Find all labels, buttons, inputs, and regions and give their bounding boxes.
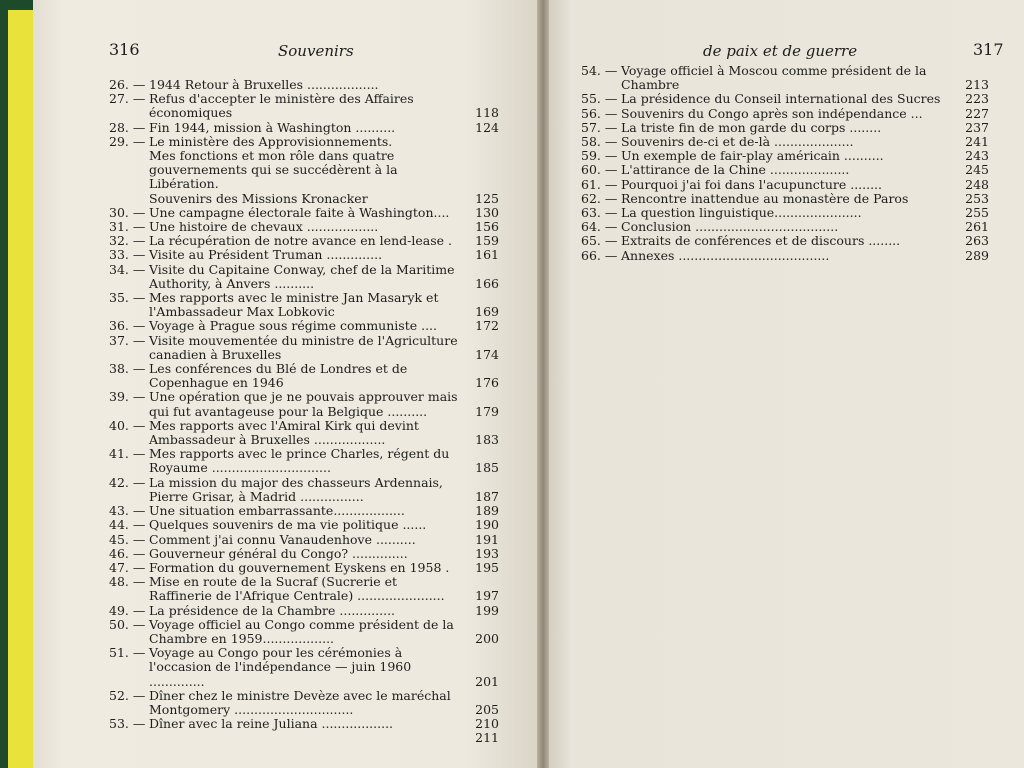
toc-entry-number: 30. — <box>109 204 146 220</box>
toc-entry-title: Une histoire de chevaux .................. <box>149 219 379 235</box>
toc-entry <box>109 319 499 333</box>
toc-entry-number: 52. — <box>109 687 146 703</box>
toc-entry-page: 161 <box>475 247 499 263</box>
toc-entry <box>109 248 499 262</box>
toc-entry <box>109 334 499 362</box>
toc-entry <box>109 447 499 475</box>
toc-entry-page: 183 <box>475 432 499 448</box>
toc-entry <box>581 192 989 206</box>
toc-list-left <box>109 78 499 746</box>
toc-entry-title: La question linguistique...................... <box>621 205 862 221</box>
toc-entry-page: 253 <box>965 190 989 206</box>
toc-entry <box>581 234 989 248</box>
toc-entry-title: La triste fin de mon garde du corps ........ <box>621 119 882 135</box>
toc-entry-page: 213 <box>965 77 989 93</box>
toc-entry-number: 55. — <box>581 91 618 107</box>
toc-entry <box>109 234 499 248</box>
toc-entry-title: Rencontre inattendue au monastère de Paros <box>621 190 909 206</box>
toc-entry-page: 227 <box>965 105 989 121</box>
toc-entry-number: 64. — <box>581 219 618 235</box>
toc-entry-page: 237 <box>965 119 989 135</box>
toc-entry-number: 53. — <box>109 716 146 732</box>
toc-entry-title: Un exemple de fair-play américain .......... <box>621 148 884 164</box>
toc-entry-page: 223 <box>965 91 989 107</box>
toc-entry <box>581 178 989 192</box>
toc-entry-title: La présidence du Conseil international des Sucres <box>621 91 941 107</box>
toc-entry-title: Fin 1944, mission à Washington .......... <box>149 119 396 135</box>
toc-entry-number: 47. — <box>109 559 146 575</box>
toc-entry-title: Gouverneur général du Congo? .............. <box>149 545 408 561</box>
toc-entry-page: 191 <box>475 531 499 547</box>
toc-entry-page: 193 <box>475 545 499 561</box>
toc-entry-title: Mes rapports avec l'Amiral Kirk qui devint Ambassadeur à Bruxelles .................. <box>149 417 419 448</box>
toc-entry-number: 31. — <box>109 219 146 235</box>
toc-entry-number: 57. — <box>581 119 618 135</box>
toc-entry-number: 40. — <box>109 417 146 433</box>
running-title-left: Souvenirs <box>278 42 354 60</box>
toc-entry-number: 26. — <box>109 77 146 92</box>
toc-entry-page: 174 <box>475 346 499 362</box>
toc-entry <box>109 731 499 745</box>
toc-entry-title: Comment j'ai connu Vanaudenhove .......... <box>149 531 416 547</box>
toc-entry <box>581 135 989 149</box>
page-number-left: 316 <box>109 40 140 59</box>
toc-entry-title: Voyage officiel à Moscou comme président de la Chambre <box>621 63 927 93</box>
toc-entry <box>581 220 989 234</box>
toc-entry-page: 124 <box>475 119 499 135</box>
toc-entry-number: 33. — <box>109 247 146 263</box>
running-title-right: de paix et de guerre <box>703 42 858 60</box>
toc-entry-title: Visite au Président Truman .............. <box>149 247 383 263</box>
toc-entry-number: 48. — <box>109 574 146 590</box>
toc-entry-page: 245 <box>965 162 989 178</box>
book-spine <box>537 0 549 768</box>
toc-entry <box>109 390 499 418</box>
toc-entry-page: 169 <box>475 304 499 320</box>
toc-entry-page: 118 <box>475 105 499 121</box>
toc-entry <box>581 206 989 220</box>
toc-entry <box>109 547 499 561</box>
toc-entry-page: 200 <box>475 630 499 646</box>
toc-entry-page: 176 <box>475 375 499 391</box>
toc-entry-page: 185 <box>475 460 499 476</box>
toc-entry-title: Visite du Capitaine Conway, chef de la Maritime Authority, à Anvers .......... <box>149 261 455 291</box>
toc-entry-page: 179 <box>475 403 499 419</box>
toc-entry-title: L'attirance de la Chine .................... <box>621 162 850 178</box>
toc-entry-title: Dîner chez le ministre Devèze avec le maréchal Montgomery .............................. <box>149 687 451 717</box>
toc-entry <box>109 618 499 646</box>
toc-entry-number: 36. — <box>109 318 146 334</box>
toc-entry-number: 45. — <box>109 531 146 547</box>
toc-entry <box>581 149 989 163</box>
page-number-right: 317 <box>973 40 1004 59</box>
toc-entry-number: 63. — <box>581 205 618 221</box>
toc-entry-title: Mes rapports avec le ministre Jan Masaryk et l'Ambassadeur Max Lobkovic <box>149 290 439 320</box>
toc-entry-page: 211 <box>475 730 499 746</box>
toc-entry <box>109 220 499 234</box>
toc-entry-title: La mission du major des chasseurs Ardennais, Pierre Grisar, à Madrid ................ <box>149 474 443 504</box>
toc-entry-title: Une campagne électorale faite à Washington.... <box>149 204 450 220</box>
toc-entry-page: 205 <box>475 701 499 717</box>
toc-entry-number: 66. — <box>581 247 618 263</box>
left-page <box>33 0 543 768</box>
toc-entry-page: 289 <box>965 247 989 263</box>
toc-entry-title: Quelques souvenirs de ma vie politique ...... <box>149 517 427 533</box>
toc-entry-page: 195 <box>475 559 499 575</box>
toc-entry-title: Annexes ...................................... <box>621 247 830 263</box>
toc-entry-number: 62. — <box>581 190 618 206</box>
toc-entry-page: 210 <box>475 716 499 732</box>
toc-entry <box>109 646 499 689</box>
toc-entry-page: 261 <box>965 219 989 235</box>
toc-entry-title: Conclusion .................................... <box>621 219 839 235</box>
toc-entry-title: Voyage officiel au Congo comme président de la Chambre en 1959.................. <box>149 616 454 646</box>
toc-entry-number: 46. — <box>109 545 146 561</box>
toc-entry <box>581 163 989 177</box>
toc-entry-number: 44. — <box>109 517 146 533</box>
toc-entry-number: 49. — <box>109 602 146 618</box>
toc-entry-title: Dîner avec la reine Juliana .................. <box>149 716 394 732</box>
toc-entry-page: 199 <box>475 602 499 618</box>
toc-entry-title: Souvenirs du Congo après son indépendance ... <box>621 105 923 121</box>
toc-entry-title: Une opération que je ne pouvais approuver mais qui fut avantageuse pour la Belgique .......... <box>149 389 458 419</box>
toc-entry-number: 59. — <box>581 148 618 164</box>
toc-entry-number: 54. — <box>581 63 618 78</box>
toc-entry <box>109 533 499 547</box>
toc-entry-title: La présidence de la Chambre .............. <box>149 602 396 618</box>
toc-entry <box>109 575 499 603</box>
toc-entry-number: 32. — <box>109 233 146 249</box>
toc-entry-number: 37. — <box>109 332 146 348</box>
toc-entry-title: Une situation embarrassante.................. <box>149 503 405 519</box>
toc-entry-number: 29. — <box>109 133 146 149</box>
toc-entry <box>109 92 499 120</box>
toc-entry-title: Formation du gouvernement Eyskens en 1958 . <box>149 559 450 575</box>
toc-entry-title: Voyage à Prague sous régime communiste .... <box>149 318 437 334</box>
toc-entry <box>109 206 499 220</box>
toc-entry-page: 159 <box>475 233 499 249</box>
toc-entry <box>109 291 499 319</box>
toc-entry-number: 42. — <box>109 474 146 490</box>
toc-entry-title: 1944 Retour à Bruxelles .................. <box>149 77 379 92</box>
toc-entry-page: 263 <box>965 233 989 249</box>
toc-entry-title: Voyage au Congo pour les cérémonies à l'occasion de l'indépendance — juin 1960 .............. <box>149 645 412 689</box>
toc-entry-title: Souvenirs de-ci et de-là .................... <box>621 134 854 150</box>
toc-entry <box>581 92 989 106</box>
toc-entry <box>581 249 989 263</box>
toc-entry-number: 34. — <box>109 261 146 277</box>
toc-entry-title: Pourquoi j'ai foi dans l'acupuncture ........ <box>621 176 883 192</box>
toc-entry <box>109 689 499 717</box>
toc-entry <box>109 121 499 135</box>
toc-entry <box>109 135 499 206</box>
toc-entry-number: 58. — <box>581 134 618 150</box>
toc-entry <box>109 604 499 618</box>
toc-entry-page: 243 <box>965 148 989 164</box>
toc-entry-title: Mes rapports avec le prince Charles, régent du Royaume .............................. <box>149 446 450 476</box>
toc-entry-number: 65. — <box>581 233 618 249</box>
toc-entry-title: Les conférences du Blé de Londres et de Copenhague en 1946 <box>149 361 408 391</box>
toc-entry-page: 187 <box>475 488 499 504</box>
toc-entry-number: 35. — <box>109 290 146 306</box>
toc-entry-page: 172 <box>475 318 499 334</box>
toc-entry-page: 156 <box>475 219 499 235</box>
toc-entry-title: La récupération de notre avance en lend-lease . <box>149 233 452 249</box>
toc-entry-title: Extraits de conférences et de discours ........ <box>621 233 901 249</box>
toc-entry-number: 27. — <box>109 91 146 107</box>
toc-entry <box>109 518 499 532</box>
toc-entry <box>581 107 989 121</box>
toc-entry <box>109 717 499 731</box>
toc-entry-page: 197 <box>475 588 499 604</box>
toc-entry-page: 166 <box>475 275 499 291</box>
toc-entry-number: 28. — <box>109 119 146 135</box>
toc-entry <box>109 419 499 447</box>
toc-entry-number: 51. — <box>109 645 146 661</box>
toc-list-right <box>581 64 989 263</box>
toc-entry-number: 43. — <box>109 503 146 519</box>
toc-entry-page: 255 <box>965 205 989 221</box>
toc-entry-number: 41. — <box>109 446 146 462</box>
toc-entry-number: 50. — <box>109 616 146 632</box>
toc-entry-number: 38. — <box>109 361 146 377</box>
toc-entry <box>581 64 989 92</box>
toc-entry-number: 39. — <box>109 389 146 405</box>
toc-entry-title: Visite mouvementée du ministre de l'Agriculture canadien à Bruxelles <box>149 332 458 362</box>
toc-entry <box>109 362 499 390</box>
toc-entry-page: 201 <box>475 673 499 689</box>
toc-entry-title: Le ministère des Approvisionnements. Mes fonctions et mon rôle dans quatre gouvernements qui se succédèrent à la Libération. Souvenirs des Missions Kronacker <box>149 133 398 206</box>
toc-entry-title: Refus d'accepter le ministère des Affaires économiques <box>149 91 414 121</box>
toc-entry-page: 241 <box>965 134 989 150</box>
toc-entry-page: 190 <box>475 517 499 533</box>
toc-entry <box>109 476 499 504</box>
toc-entry <box>109 78 499 92</box>
toc-entry <box>109 561 499 575</box>
toc-entry-page: 248 <box>965 176 989 192</box>
toc-entry <box>581 121 989 135</box>
toc-entry-number: 61. — <box>581 176 618 192</box>
toc-entry-number: 56. — <box>581 105 618 121</box>
right-page <box>543 0 1024 768</box>
toc-entry-page: 125 <box>475 190 499 206</box>
toc-entry <box>109 263 499 291</box>
toc-entry <box>109 504 499 518</box>
toc-entry-number: 60. — <box>581 162 618 178</box>
toc-entry-title: Mise en route de la Sucraf (Sucrerie et Raffinerie de l'Afrique Centrale) ...................... <box>149 574 445 604</box>
toc-entry-page: 130 <box>475 204 499 220</box>
toc-entry-page: 189 <box>475 503 499 519</box>
